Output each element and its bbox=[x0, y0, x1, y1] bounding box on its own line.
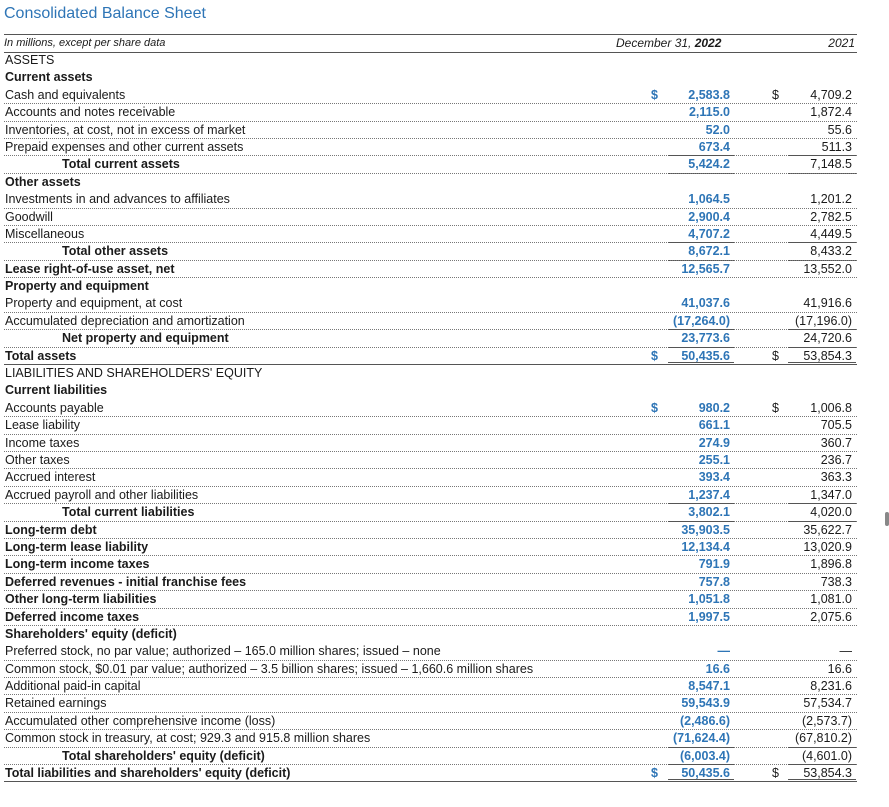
row-label: LIABILITIES AND SHAREHOLDERS' EQUITY bbox=[5, 366, 263, 381]
value-2021: 2,782.5 bbox=[810, 209, 852, 224]
column-header-prefix: December 31, bbox=[616, 36, 695, 50]
value-2022: 23,773.6 bbox=[681, 331, 730, 346]
value-2022: 16.6 bbox=[705, 661, 730, 676]
units-note: In millions, except per share data bbox=[4, 37, 166, 49]
table-row bbox=[4, 191, 857, 208]
value-2022: 1,237.4 bbox=[688, 487, 730, 502]
row-label: Shareholders' equity (deficit) bbox=[5, 626, 177, 641]
table-row bbox=[4, 591, 857, 608]
row-label: Accounts and notes receivable bbox=[5, 105, 176, 120]
row-label: Total assets bbox=[5, 348, 77, 363]
page-title: Consolidated Balance Sheet bbox=[4, 5, 206, 22]
row-label: Common stock, $0.01 par value; authorized – 3.5 billion shares; issued – 1,660.6 million shares bbox=[5, 661, 534, 676]
value-2022: 59,543.9 bbox=[681, 696, 730, 711]
value-2022: 673.4 bbox=[698, 139, 730, 154]
value-2021: 24,720.6 bbox=[803, 331, 852, 346]
value-2021: — bbox=[839, 644, 852, 659]
value-2021: (2,573.7) bbox=[801, 713, 852, 728]
table-row bbox=[4, 278, 857, 295]
row-label: Net property and equipment bbox=[62, 331, 229, 346]
value-2021: 35,622.7 bbox=[803, 522, 852, 537]
value-2022: (2,486.6) bbox=[679, 713, 730, 728]
balance-sheet-table bbox=[4, 52, 857, 782]
row-label: Deferred revenues - initial franchise fees bbox=[5, 574, 247, 589]
table-row bbox=[4, 313, 857, 330]
value-2021: 705.5 bbox=[820, 418, 852, 433]
value-2022: 52.0 bbox=[705, 122, 730, 137]
row-label: Goodwill bbox=[5, 209, 53, 224]
row-label: Deferred income taxes bbox=[5, 609, 140, 624]
table-row bbox=[4, 609, 857, 626]
table-row bbox=[4, 261, 857, 278]
value-2021: 1,201.2 bbox=[810, 192, 852, 207]
value-2021: 1,872.4 bbox=[810, 105, 852, 120]
row-label: Common stock in treasury, at cost; 929.3 and 915.8 million shares bbox=[5, 731, 371, 746]
value-2022: 8,672.1 bbox=[688, 244, 730, 259]
table-row bbox=[4, 156, 857, 173]
table-row bbox=[4, 487, 857, 504]
value-2021: 1,896.8 bbox=[810, 557, 852, 572]
table-row bbox=[4, 417, 857, 434]
row-label: Accrued interest bbox=[5, 470, 96, 485]
value-2021: 57,534.7 bbox=[803, 696, 852, 711]
value-2021: 55.6 bbox=[827, 122, 852, 137]
row-label: Prepaid expenses and other current assets bbox=[5, 139, 244, 154]
value-2021: 2,075.6 bbox=[810, 609, 852, 624]
value-2022: (71,624.4) bbox=[673, 731, 730, 746]
value-2022: 791.9 bbox=[698, 557, 730, 572]
row-label: Property and equipment, at cost bbox=[5, 296, 183, 311]
table-row bbox=[4, 174, 857, 191]
value-2021: 13,020.9 bbox=[803, 539, 852, 554]
column-header-2022 bbox=[616, 36, 721, 50]
value-2021: 53,854.3 bbox=[803, 348, 852, 363]
value-2022: 1,064.5 bbox=[688, 192, 730, 207]
value-2021: (17,196.0) bbox=[795, 313, 852, 328]
row-label: Inventories, at cost, not in excess of market bbox=[5, 122, 246, 137]
value-2021: 511.3 bbox=[821, 139, 852, 154]
currency-symbol-2022: $ bbox=[651, 87, 658, 102]
table-row bbox=[4, 626, 857, 643]
value-2022: 255.1 bbox=[698, 452, 730, 467]
row-label: Total current assets bbox=[62, 157, 180, 172]
row-label: Current assets bbox=[5, 70, 93, 85]
table-row bbox=[4, 730, 857, 747]
value-2022: 5,424.2 bbox=[688, 157, 730, 172]
row-label: Retained earnings bbox=[5, 696, 107, 711]
value-2021: 7,148.5 bbox=[810, 157, 852, 172]
row-label: Other assets bbox=[5, 174, 81, 189]
row-label: Long-term income taxes bbox=[5, 557, 150, 572]
value-2022: 12,565.7 bbox=[681, 261, 730, 276]
value-2021: 1,006.8 bbox=[810, 400, 852, 415]
value-2022: — bbox=[717, 644, 730, 659]
row-label: Accrued payroll and other liabilities bbox=[5, 487, 199, 502]
value-2022: 50,435.6 bbox=[681, 766, 730, 781]
currency-symbol-2021: $ bbox=[772, 400, 779, 415]
value-2021: 1,347.0 bbox=[810, 487, 852, 502]
row-label: Lease right-of-use asset, net bbox=[5, 261, 175, 276]
value-2022: 980.2 bbox=[698, 400, 730, 415]
value-2022: 3,802.1 bbox=[688, 505, 730, 520]
table-row bbox=[4, 209, 857, 226]
table-row bbox=[4, 469, 857, 486]
row-label: Cash and equivalents bbox=[5, 87, 126, 102]
row-label: ASSETS bbox=[5, 53, 55, 67]
value-2021: 738.3 bbox=[820, 574, 852, 589]
value-2022: 393.4 bbox=[698, 470, 730, 485]
value-2022: 1,997.5 bbox=[688, 609, 730, 624]
row-label: Total liabilities and shareholders' equity (deficit) bbox=[5, 766, 291, 781]
value-2021: 1,081.0 bbox=[810, 592, 852, 607]
row-label: Other long-term liabilities bbox=[5, 592, 157, 607]
value-2022: 41,037.6 bbox=[681, 296, 730, 311]
value-2022: 8,547.1 bbox=[688, 679, 730, 694]
value-2021: 236.7 bbox=[820, 452, 852, 467]
row-label: Property and equipment bbox=[5, 279, 149, 294]
value-2021: 13,552.0 bbox=[803, 261, 852, 276]
value-2021: 16.6 bbox=[827, 661, 852, 676]
currency-symbol-2022: $ bbox=[651, 766, 658, 781]
table-row bbox=[4, 348, 857, 365]
table-row bbox=[4, 400, 857, 417]
value-2022: 2,115.0 bbox=[688, 105, 730, 120]
value-2021: (67,810.2) bbox=[795, 731, 852, 746]
table-row bbox=[4, 452, 857, 469]
value-2022: 757.8 bbox=[698, 574, 730, 589]
value-2022: (6,003.4) bbox=[679, 748, 730, 763]
row-label: Accumulated other comprehensive income (loss) bbox=[5, 713, 276, 728]
currency-symbol-2021: $ bbox=[772, 348, 779, 363]
value-2022: 2,583.8 bbox=[688, 87, 730, 102]
value-2022: 274.9 bbox=[698, 435, 730, 450]
value-2022: 4,707.2 bbox=[688, 226, 730, 241]
table-row bbox=[4, 713, 857, 730]
table-row bbox=[4, 104, 857, 121]
row-label: Additional paid-in capital bbox=[5, 679, 141, 694]
value-2021: 53,854.3 bbox=[803, 766, 852, 781]
value-2021: 4,709.2 bbox=[810, 87, 852, 102]
row-label: Lease liability bbox=[5, 418, 81, 433]
table-row bbox=[4, 661, 857, 678]
value-2022: 661.1 bbox=[698, 418, 730, 433]
column-header-2021: 2021 bbox=[828, 36, 855, 50]
table-row bbox=[4, 765, 857, 782]
table-row bbox=[4, 556, 857, 573]
row-label: Total current liabilities bbox=[62, 505, 195, 520]
table-row bbox=[4, 748, 857, 765]
table-row bbox=[4, 504, 857, 521]
total-underline bbox=[668, 779, 734, 782]
table-row bbox=[4, 695, 857, 712]
table-row bbox=[4, 243, 857, 260]
value-2021: 8,433.2 bbox=[810, 244, 852, 259]
scrollbar-thumb[interactable] bbox=[885, 512, 889, 526]
total-underline bbox=[788, 779, 856, 782]
table-row bbox=[4, 87, 857, 104]
value-2021: 363.3 bbox=[820, 470, 852, 485]
value-2021: (4,601.0) bbox=[801, 748, 852, 763]
row-label: Other taxes bbox=[5, 452, 70, 467]
table-row bbox=[4, 643, 857, 660]
currency-symbol-2022: $ bbox=[651, 400, 658, 415]
table-row bbox=[4, 122, 857, 139]
row-label: Investments in and advances to affiliates bbox=[5, 192, 230, 207]
table-row bbox=[4, 295, 857, 312]
table-row bbox=[4, 139, 857, 156]
row-label: Accumulated depreciation and amortization bbox=[5, 313, 245, 328]
value-2021: 360.7 bbox=[820, 435, 852, 450]
value-2022: 12,134.4 bbox=[681, 539, 730, 554]
value-2022: (17,264.0) bbox=[673, 313, 730, 328]
row-label: Long-term lease liability bbox=[5, 539, 149, 554]
row-label: Current liabilities bbox=[5, 383, 108, 398]
row-label: Total shareholders' equity (deficit) bbox=[62, 748, 265, 763]
table-row bbox=[4, 330, 857, 347]
value-2022: 2,900.4 bbox=[688, 209, 730, 224]
table-row bbox=[4, 365, 857, 382]
row-label: Total other assets bbox=[62, 244, 169, 259]
column-header-year: 2022 bbox=[694, 36, 722, 50]
table-row bbox=[4, 435, 857, 452]
row-label: Preferred stock, no par value; authorized – 165.0 million shares; issued – none bbox=[5, 644, 441, 659]
table-row bbox=[4, 52, 857, 69]
value-2022: 35,903.5 bbox=[681, 522, 730, 537]
value-2021: 4,449.5 bbox=[810, 226, 852, 241]
value-2022: 50,435.6 bbox=[681, 348, 730, 363]
currency-symbol-2021: $ bbox=[772, 87, 779, 102]
currency-symbol-2021: $ bbox=[772, 766, 779, 781]
table-row bbox=[4, 69, 857, 86]
row-label: Miscellaneous bbox=[5, 226, 85, 241]
value-2021: 4,020.0 bbox=[810, 505, 852, 520]
table-header bbox=[4, 34, 857, 53]
table-row bbox=[4, 539, 857, 556]
value-2021: 41,916.6 bbox=[803, 296, 852, 311]
row-label: Income taxes bbox=[5, 435, 80, 450]
currency-symbol-2022: $ bbox=[651, 348, 658, 363]
row-label: Accounts payable bbox=[5, 400, 104, 415]
table-row bbox=[4, 226, 857, 243]
table-row bbox=[4, 574, 857, 591]
table-row bbox=[4, 382, 857, 399]
table-row bbox=[4, 678, 857, 695]
table-row bbox=[4, 522, 857, 539]
value-2021: 8,231.6 bbox=[810, 679, 852, 694]
row-label: Long-term debt bbox=[5, 522, 97, 537]
value-2022: 1,051.8 bbox=[688, 592, 730, 607]
